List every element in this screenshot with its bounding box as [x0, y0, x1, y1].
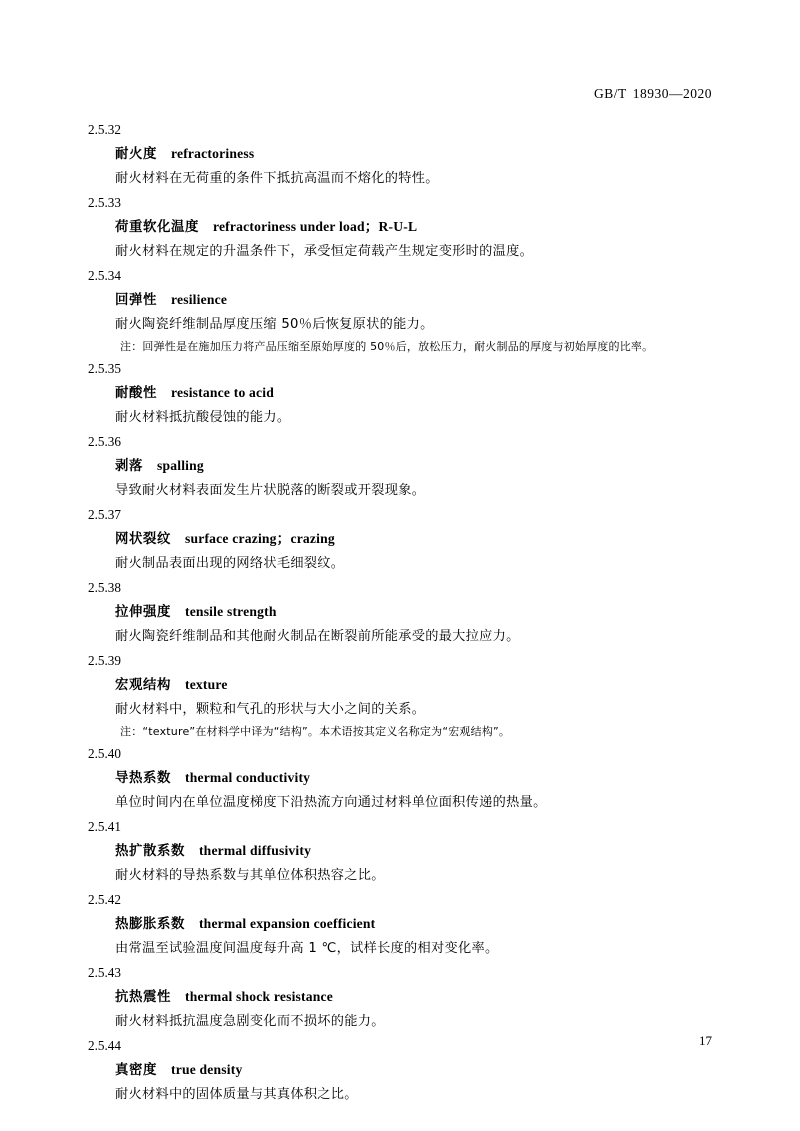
term-definition: 耐火材料的导热系数与其单位体积热容之比。 [115, 868, 385, 883]
term-entry [88, 191, 712, 264]
term-heading [115, 673, 712, 698]
term-chinese: 耐酸性 [115, 386, 157, 401]
standard-prefix: GB/T [593, 86, 627, 101]
term-chinese: 抗热震性 [115, 990, 171, 1005]
term-number: 2.5.40 [88, 746, 121, 761]
term-chinese: 热扩散系数 [115, 844, 185, 859]
term-number: 2.5.32 [88, 122, 121, 137]
term-heading [115, 1058, 712, 1083]
term-english: refractoriness under load；R-U-L [212, 219, 418, 234]
term-english: tensile strength [184, 604, 277, 619]
term-english: surface crazing；crazing [184, 531, 335, 546]
term-definition: 耐火制品表面出现的网络状毛细裂纹。 [115, 556, 345, 571]
term-english: resistance to acid [170, 385, 275, 400]
term-chinese: 宏观结构 [115, 678, 171, 693]
term-heading [115, 454, 712, 479]
term-heading [115, 142, 712, 167]
term-definition: 导致耐火材料表面发生片状脱落的断裂或开裂现象。 [115, 483, 426, 498]
term-definition: 单位时间内在单位温度梯度下沿热流方向通过材料单位面积传递的热量。 [115, 795, 547, 810]
term-heading [115, 600, 712, 625]
term-note: 注：“texture”在材料学中译为“结构”。本术语按其定义名称定为“宏观结构”。 [120, 725, 511, 738]
term-entry [88, 430, 712, 503]
term-heading [115, 766, 712, 791]
term-definition: 由常温至试验温度间温度每升高 1 ℃，试样长度的相对变化率。 [115, 941, 499, 956]
standard-number: 18930—2020 [632, 86, 712, 101]
term-english: thermal expansion coefficient [198, 916, 376, 931]
term-number: 2.5.35 [88, 361, 121, 376]
term-heading [115, 839, 712, 864]
term-number: 2.5.38 [88, 580, 121, 595]
term-entry [88, 649, 712, 742]
page-header [594, 86, 712, 102]
term-english: texture [184, 677, 228, 692]
term-number: 2.5.33 [88, 195, 121, 210]
term-definition: 耐火材料在无荷重的条件下抵抗高温而不熔化的特性。 [115, 171, 439, 186]
term-entry [88, 742, 712, 815]
term-chinese: 回弹性 [115, 293, 157, 308]
term-entry [88, 503, 712, 576]
term-number: 2.5.34 [88, 268, 121, 283]
terms-list [88, 118, 712, 1107]
term-heading [115, 215, 712, 240]
term-heading [115, 985, 712, 1010]
term-english: resilience [170, 292, 228, 307]
term-number: 2.5.44 [88, 1038, 121, 1053]
term-chinese: 真密度 [115, 1063, 157, 1078]
term-entry [88, 888, 712, 961]
term-entry [88, 1034, 712, 1107]
term-definition: 耐火材料抵抗温度急剧变化而不损坏的能力。 [115, 1014, 385, 1029]
term-note: 注：回弹性是在施加压力将产品压缩至原始厚度的 50％后，放松压力，耐火制品的厚度与初始厚度的比率。 [120, 340, 654, 353]
term-english: thermal shock resistance [184, 989, 333, 1004]
term-number: 2.5.42 [88, 892, 121, 907]
term-heading [115, 288, 712, 313]
term-chinese: 热膨胀系数 [115, 917, 185, 932]
term-entry [88, 815, 712, 888]
term-entry [88, 118, 712, 191]
term-heading [115, 381, 712, 406]
term-chinese: 网状裂纹 [115, 532, 171, 547]
term-definition: 耐火材料中，颗粒和气孔的形状与大小之间的关系。 [115, 702, 426, 717]
term-entry [88, 576, 712, 649]
term-definition: 耐火陶瓷纤维制品厚度压缩 50％后恢复原状的能力。 [115, 317, 434, 332]
term-number: 2.5.41 [88, 819, 121, 834]
term-definition: 耐火材料抵抗酸侵蚀的能力。 [115, 410, 291, 425]
term-english: thermal diffusivity [198, 843, 312, 858]
term-number: 2.5.43 [88, 965, 121, 980]
term-entry [88, 357, 712, 430]
term-english: true density [170, 1062, 243, 1077]
term-english: refractoriness [170, 146, 255, 161]
term-number: 2.5.39 [88, 653, 121, 668]
term-english: thermal conductivity [184, 770, 311, 785]
term-chinese: 拉伸强度 [115, 605, 171, 620]
term-heading [115, 912, 712, 937]
term-entry [88, 961, 712, 1034]
term-definition: 耐火材料在规定的升温条件下，承受恒定荷载产生规定变形时的温度。 [115, 244, 534, 259]
term-chinese: 导热系数 [115, 771, 171, 786]
page-number: 17 [699, 1033, 712, 1048]
term-chinese: 剥落 [115, 459, 143, 474]
term-english: spalling [156, 458, 204, 473]
term-chinese: 荷重软化温度 [115, 220, 199, 235]
term-definition: 耐火材料中的固体质量与其真体积之比。 [115, 1087, 358, 1102]
term-heading [115, 527, 712, 552]
term-number: 2.5.36 [88, 434, 121, 449]
term-definition: 耐火陶瓷纤维制品和其他耐火制品在断裂前所能承受的最大拉应力。 [115, 629, 520, 644]
term-entry [88, 264, 712, 357]
term-number: 2.5.37 [88, 507, 121, 522]
term-chinese: 耐火度 [115, 147, 157, 162]
